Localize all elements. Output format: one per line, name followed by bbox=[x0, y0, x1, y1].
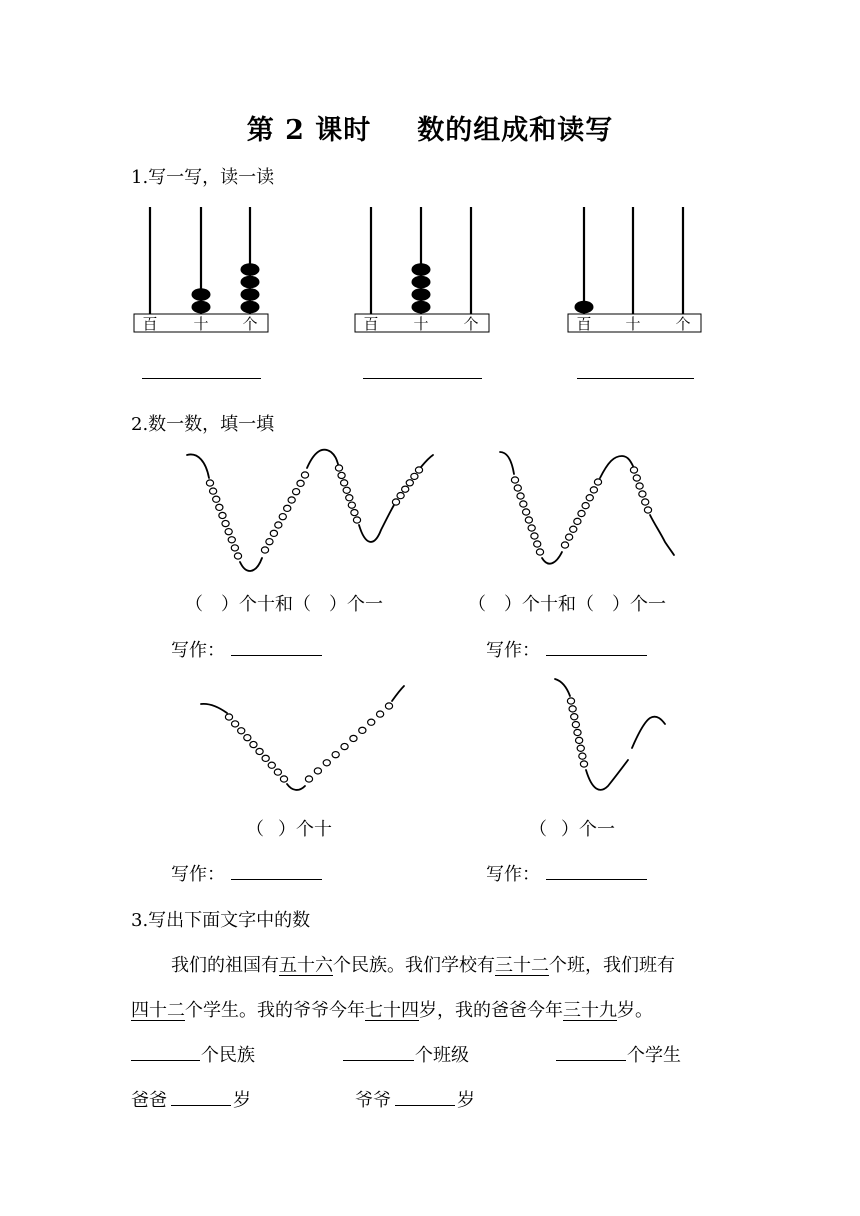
abacus-place-label: 十 bbox=[413, 315, 429, 333]
q3-heading: 3.写出下面文字中的数 bbox=[131, 910, 311, 931]
bead bbox=[534, 541, 541, 547]
string-1 bbox=[421, 455, 433, 467]
abacus-place-label: 个 bbox=[242, 315, 258, 333]
bead bbox=[520, 501, 527, 507]
bead bbox=[350, 735, 357, 741]
abacus-place-label: 百 bbox=[363, 315, 379, 333]
bead bbox=[511, 477, 518, 483]
bead bbox=[335, 465, 342, 471]
bead bbox=[270, 530, 277, 536]
bead bbox=[578, 510, 585, 516]
bead bbox=[531, 533, 538, 539]
string-2 bbox=[500, 452, 514, 474]
bead bbox=[406, 480, 413, 486]
bead bbox=[228, 537, 235, 543]
bead bbox=[630, 467, 637, 473]
q2-write-label-1: 写作： bbox=[171, 640, 225, 661]
bead bbox=[225, 714, 232, 720]
bead bbox=[210, 488, 217, 494]
bead bbox=[402, 486, 409, 492]
string-2 bbox=[542, 552, 562, 564]
abacus-place-label: 个 bbox=[675, 315, 691, 333]
label-grandpa: 爷爷 bbox=[355, 1090, 391, 1111]
bead bbox=[574, 518, 581, 524]
abacus-place-label: 个 bbox=[463, 315, 479, 333]
bead bbox=[219, 512, 226, 518]
number-word-74: 七十四 bbox=[365, 1000, 419, 1021]
q3-paragraph-line-1: 我们的祖国有五十六个民族。我们学校有三十二个班，我们班有 bbox=[171, 955, 675, 976]
q2-write-label-4: 写作： bbox=[486, 864, 540, 885]
string-2 bbox=[600, 456, 633, 478]
string-3 bbox=[287, 784, 305, 790]
bead bbox=[261, 547, 268, 553]
bead bbox=[359, 727, 366, 733]
bead bbox=[280, 776, 287, 782]
q1-heading: 1.写一写，读一读 bbox=[131, 167, 275, 188]
bead bbox=[346, 495, 353, 501]
bead bbox=[644, 507, 651, 513]
abacus-place-label: 十 bbox=[193, 315, 209, 333]
bead bbox=[268, 762, 275, 768]
abacus-place-label: 十 bbox=[625, 315, 641, 333]
bead bbox=[536, 549, 543, 555]
bead bbox=[577, 745, 584, 751]
q2-write-blank-4[interactable] bbox=[546, 879, 647, 880]
abacus-place-label: 百 bbox=[142, 315, 158, 333]
bead bbox=[266, 539, 273, 545]
bead bbox=[206, 480, 213, 486]
bead bbox=[582, 503, 589, 509]
number-word-56: 五十六 bbox=[279, 955, 333, 976]
bead bbox=[293, 489, 300, 495]
bead bbox=[574, 729, 581, 735]
string-3 bbox=[201, 704, 227, 713]
lesson-number: 第 2 课时 bbox=[246, 115, 372, 146]
number-word-32: 三十二 bbox=[495, 955, 549, 976]
string-4 bbox=[555, 679, 570, 696]
bead bbox=[633, 475, 640, 481]
bead bbox=[353, 517, 360, 523]
bead bbox=[525, 517, 532, 523]
bead bbox=[517, 493, 524, 499]
answer-blank-dad-age[interactable] bbox=[171, 1105, 231, 1106]
q2-write-blank-3[interactable] bbox=[231, 879, 322, 880]
string-1 bbox=[359, 505, 394, 542]
number-word-39: 三十九 bbox=[563, 1000, 617, 1021]
q2-caption-2: （ ）个十和（ ）个一 bbox=[468, 594, 666, 615]
bead bbox=[343, 487, 350, 493]
bead bbox=[636, 483, 643, 489]
q2-caption-3: （ ）个十 bbox=[246, 819, 332, 840]
bead bbox=[590, 487, 597, 493]
abacus-place-label: 百 bbox=[576, 315, 592, 333]
bead bbox=[279, 514, 286, 520]
q3-paragraph-line-2: 四十二个学生。我的爷爷今年七十四岁，我的爸爸今年三十九岁。 bbox=[131, 1000, 653, 1021]
bead bbox=[225, 529, 232, 535]
q2-write-label-2: 写作： bbox=[486, 640, 540, 661]
bead bbox=[392, 499, 399, 505]
bead bbox=[351, 509, 358, 515]
bead bbox=[642, 499, 649, 505]
bead bbox=[579, 753, 586, 759]
bead bbox=[523, 509, 530, 515]
bead bbox=[244, 735, 251, 741]
bead bbox=[569, 706, 576, 712]
bead bbox=[411, 473, 418, 479]
q2-write-blank-1[interactable] bbox=[231, 655, 322, 656]
answer-blank-students[interactable] bbox=[556, 1060, 626, 1061]
bead bbox=[314, 768, 321, 774]
bead bbox=[305, 776, 312, 782]
bead bbox=[284, 505, 291, 511]
string-2 bbox=[650, 515, 674, 555]
bead bbox=[262, 755, 269, 761]
q2-write-label-3: 写作： bbox=[171, 864, 225, 885]
bead bbox=[528, 525, 535, 531]
bead bbox=[275, 522, 282, 528]
bead bbox=[566, 534, 573, 540]
answer-blank-classes[interactable] bbox=[343, 1060, 414, 1061]
answer-blank-ethnic[interactable] bbox=[131, 1060, 200, 1061]
number-word-42: 四十二 bbox=[131, 1000, 185, 1021]
bead bbox=[216, 504, 223, 510]
label-students: 个学生 bbox=[627, 1045, 681, 1066]
bead bbox=[570, 526, 577, 532]
bead bbox=[341, 743, 348, 749]
bead bbox=[231, 545, 238, 551]
label-ethnic: 个民族 bbox=[201, 1045, 255, 1066]
q2-caption-1: （ ）个十和（ ）个一 bbox=[185, 594, 383, 615]
bead bbox=[415, 467, 422, 473]
bead bbox=[385, 703, 392, 709]
bead bbox=[586, 495, 593, 501]
q2-write-blank-2[interactable] bbox=[546, 655, 647, 656]
bead bbox=[567, 698, 574, 704]
string-4 bbox=[586, 760, 628, 790]
bead bbox=[323, 760, 330, 766]
string-3 bbox=[392, 686, 404, 701]
bead bbox=[397, 493, 404, 499]
bead bbox=[301, 472, 308, 478]
label-dad: 爸爸 bbox=[131, 1090, 167, 1111]
bead bbox=[238, 728, 245, 734]
string-4 bbox=[632, 717, 665, 748]
q2-caption-4: （ ）个一 bbox=[529, 819, 615, 840]
bead bbox=[234, 553, 241, 559]
label-classes: 个班级 bbox=[415, 1045, 469, 1066]
bead bbox=[377, 711, 384, 717]
string-1 bbox=[307, 450, 338, 468]
bead bbox=[274, 769, 281, 775]
bead bbox=[338, 472, 345, 478]
bead bbox=[341, 480, 348, 486]
bead bbox=[213, 496, 220, 502]
bead bbox=[297, 480, 304, 486]
bead bbox=[576, 737, 583, 743]
bead bbox=[561, 542, 568, 548]
bead bbox=[232, 721, 239, 727]
string-1 bbox=[240, 558, 262, 571]
bead bbox=[348, 502, 355, 508]
lesson-topic: 数的组成和读写 bbox=[417, 115, 614, 146]
string-1 bbox=[187, 454, 209, 478]
q2-heading: 2.数一数，填一填 bbox=[131, 414, 275, 435]
bead bbox=[572, 722, 579, 728]
bead bbox=[288, 497, 295, 503]
bead bbox=[594, 479, 601, 485]
bead bbox=[580, 761, 587, 767]
bead bbox=[368, 719, 375, 725]
label-grandpa-suffix: 岁 bbox=[457, 1090, 475, 1111]
bead bbox=[571, 714, 578, 720]
bead bbox=[514, 485, 521, 491]
bead bbox=[639, 491, 646, 497]
bead bbox=[332, 752, 339, 758]
label-dad-suffix: 岁 bbox=[233, 1090, 251, 1111]
bead bbox=[222, 520, 229, 526]
bead bbox=[250, 741, 257, 747]
answer-blank-grandpa-age[interactable] bbox=[395, 1105, 455, 1106]
bead bbox=[256, 748, 263, 754]
